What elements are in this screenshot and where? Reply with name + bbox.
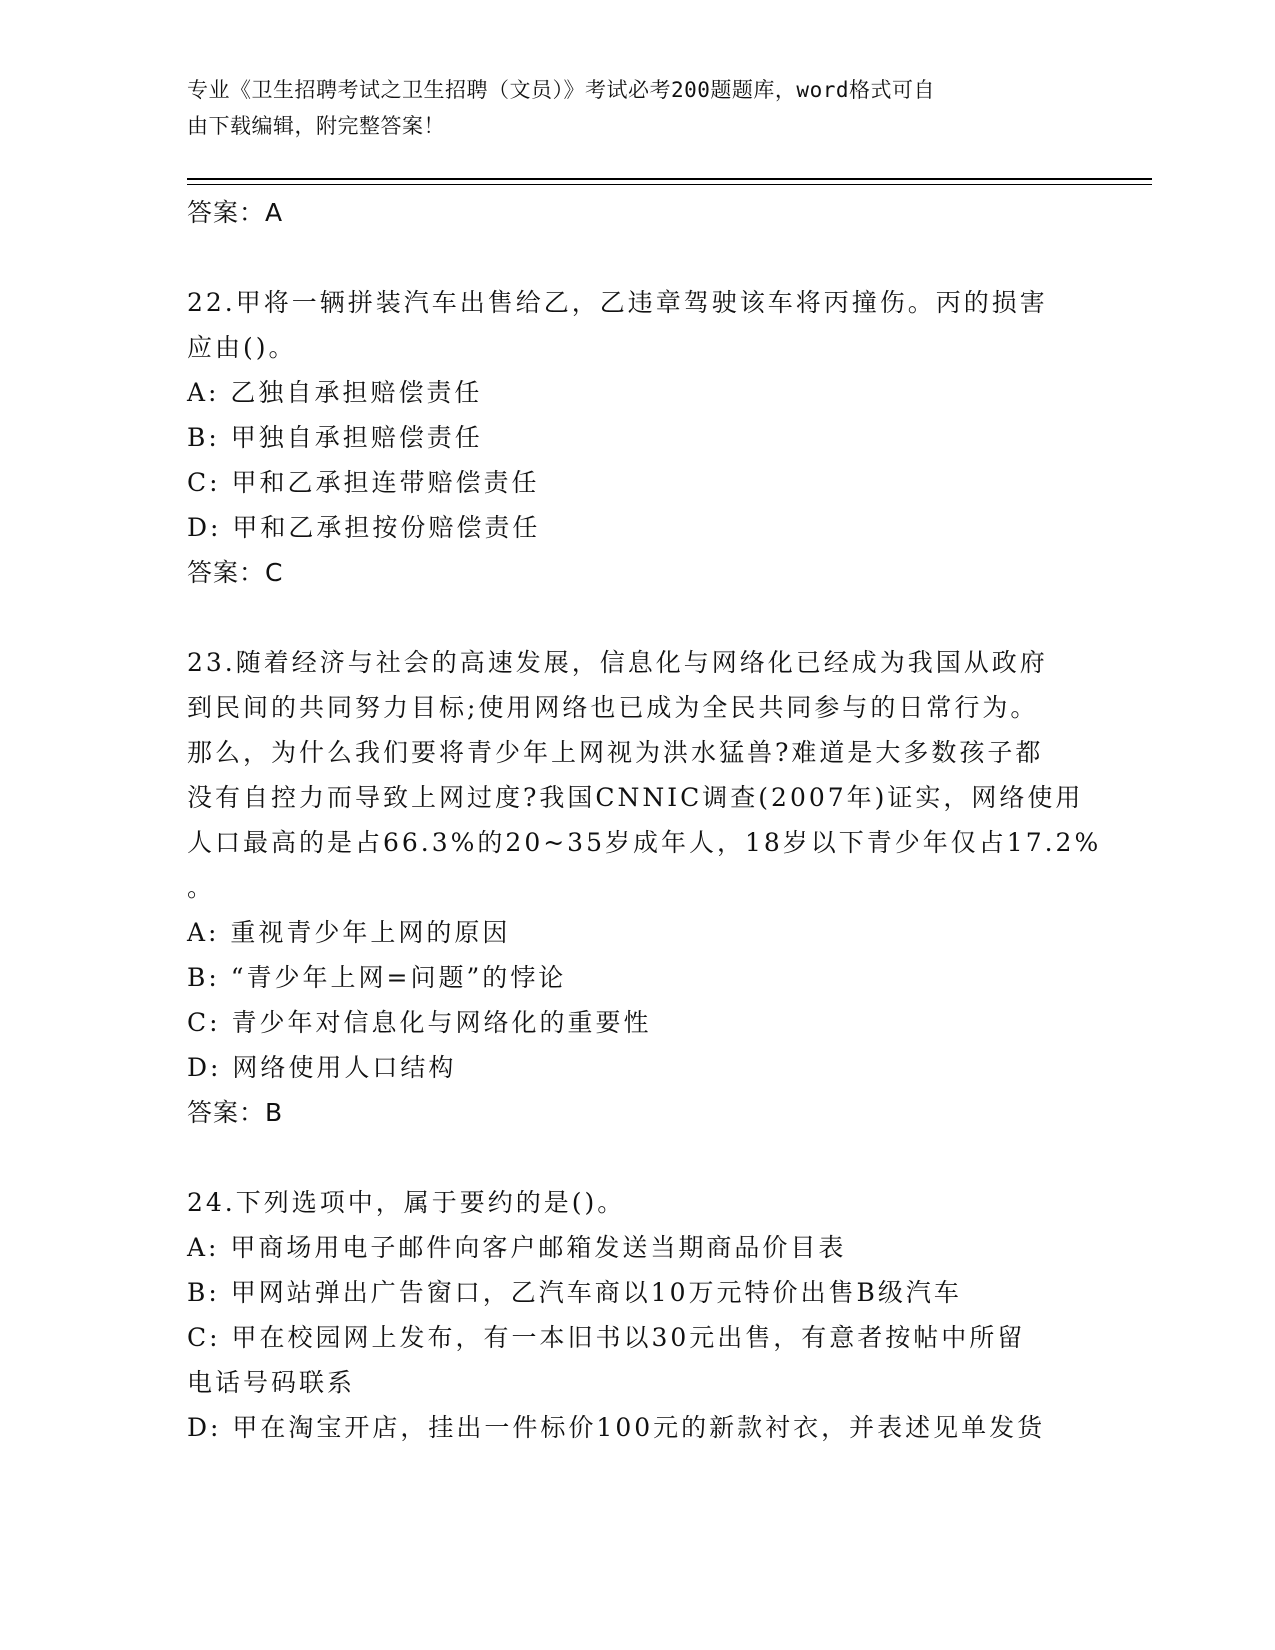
option-c: C: 青少年对信息化与网络化的重要性 xyxy=(187,1008,652,1037)
question-text-line: 应由()。 xyxy=(187,333,297,362)
header-rule-thin xyxy=(187,184,1152,185)
header-line-1: 专业《卫生招聘考试之卫生招聘（文员）》考试必考200题题库，word格式可自 xyxy=(187,78,935,102)
question-text-line: 到民间的共同努力目标;使用网络也已成为全民共同参与的日常行为。 xyxy=(187,693,1039,722)
question-text-line: 23.随着经济与社会的高速发展，信息化与网络化已经成为我国从政府 xyxy=(187,648,1048,677)
header-rule-thick xyxy=(187,178,1152,180)
option-b: B: “青少年上网=问题”的悖论 xyxy=(187,963,567,992)
option-d: D: 甲和乙承担按份赔偿责任 xyxy=(187,513,541,542)
option-a: A: 甲商场用电子邮件向客户邮箱发送当期商品价目表 xyxy=(187,1233,847,1262)
option-a: A: 重视青少年上网的原因 xyxy=(187,918,511,947)
answer: 答案：C xyxy=(187,558,284,587)
question-text-line: 22.甲将一辆拼装汽车出售给乙，乙违章驾驶该车将丙撞伤。丙的损害 xyxy=(187,288,1048,317)
option-d: D: 甲在淘宝开店，挂出一件标价100元的新款衬衣，并表述见单发货 xyxy=(187,1413,1046,1442)
question-text-line: 24.下列选项中，属于要约的是()。 xyxy=(187,1188,626,1217)
question-text-line: 人口最高的是占66.3%的20~35岁成年人，18岁以下青少年仅占17.2% xyxy=(187,828,1102,857)
option-c: C: 甲和乙承担连带赔偿责任 xyxy=(187,468,540,497)
question-text-line: 那么，为什么我们要将青少年上网视为洪水猛兽?难道是大多数孩子都 xyxy=(187,738,1044,767)
option-c-continued: 电话号码联系 xyxy=(187,1368,356,1397)
answer: 答案：B xyxy=(187,1098,284,1127)
question-24 xyxy=(187,1180,1087,1450)
question-23 xyxy=(187,640,1102,1135)
option-b: B: 甲网站弹出广告窗口，乙汽车商以10万元特价出售B级汽车 xyxy=(187,1278,962,1307)
document-header xyxy=(187,72,1067,144)
question-text-line: 。 xyxy=(187,873,216,902)
option-b: B: 甲独自承担赔偿责任 xyxy=(187,423,483,452)
document-body xyxy=(187,190,1102,1450)
header-line-2: 由下载编辑，附完整答案！ xyxy=(187,114,445,138)
question-text-line: 没有自控力而导致上网过度?我国CNNIC调查(2007年)证实，网络使用 xyxy=(187,783,1084,812)
option-c: C: 甲在校园网上发布，有一本旧书以30元出售，有意者按帖中所留 xyxy=(187,1323,1026,1352)
option-d: D: 网络使用人口结构 xyxy=(187,1053,457,1082)
question-22 xyxy=(187,280,1087,595)
answer-previous: 答案：A xyxy=(187,198,284,227)
option-a: A: 乙独自承担赔偿责任 xyxy=(187,378,483,407)
